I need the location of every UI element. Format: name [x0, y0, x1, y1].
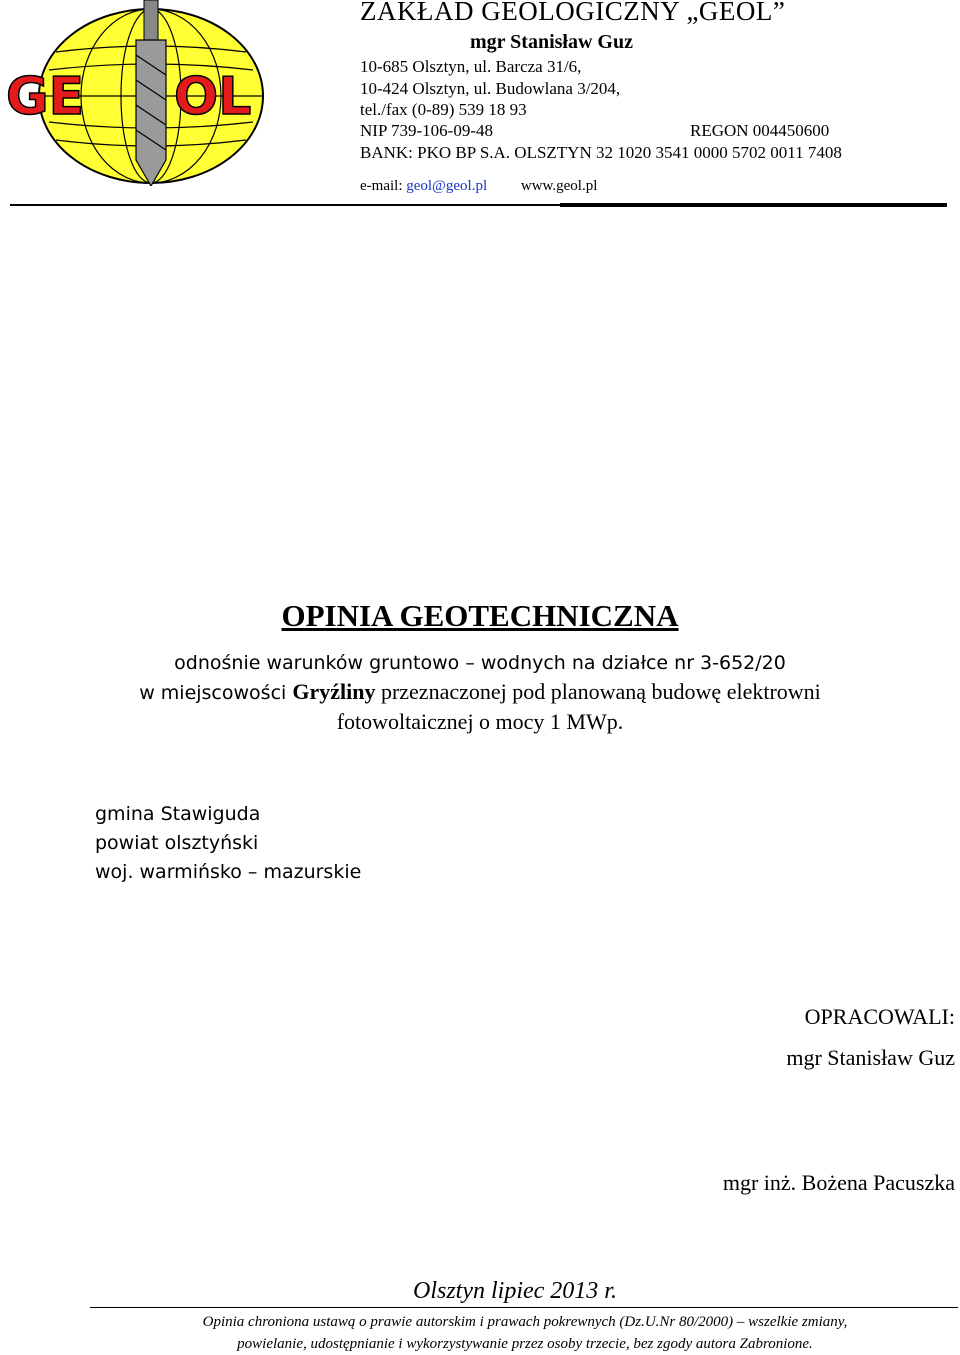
- website-link[interactable]: www.geol.pl: [520, 178, 598, 194]
- phone-line: tel./fax (0-89) 539 18 93: [360, 100, 527, 119]
- company-owner: mgr Stanisław Guz: [470, 31, 633, 53]
- logo-letters-ol: OL: [174, 67, 252, 127]
- subject-line-1: [0, 649, 960, 675]
- company-logo: [4, 0, 298, 186]
- subject-line-1-text: odnośnie warunków gruntowo – wodnych na działce nr 3-652/20: [174, 652, 786, 674]
- regon-line: REGON 004450600: [690, 121, 830, 140]
- address-line-2: 10-424 Olsztyn, ul. Budowlana 3/204,: [360, 79, 621, 98]
- location-powiat: powiat olsztyński: [95, 832, 259, 854]
- copyright-notice-line-2: powielanie, udostępnianie i wykorzystywanie przez osoby trzecie, bez zgody autora Zabronione.: [237, 1336, 813, 1352]
- subject-line-3: fotowoltaicznej o mocy 1 MWp.: [336, 709, 624, 734]
- author-2: mgr inż. Bożena Pacuszka: [722, 1170, 955, 1195]
- authors-label: OPRACOWALI:: [804, 1004, 955, 1029]
- location-gmina: gmina Stawiguda: [95, 803, 261, 825]
- author-1: mgr Stanisław Guz: [786, 1045, 955, 1070]
- place-date: Olsztyn lipiec 2013 r.: [413, 1278, 617, 1304]
- contact-line: [360, 178, 597, 195]
- subject-line-2: [0, 679, 960, 705]
- email-link[interactable]: geol@geol.pl: [406, 178, 488, 194]
- email-label: e-mail:: [360, 178, 403, 194]
- header-divider-thick: [560, 203, 947, 207]
- nip-line: NIP 739-106-09-48: [360, 121, 493, 140]
- copyright-notice-line-1: Opinia chroniona ustawą o prawie autorskim i prawach pokrewnych (Dz.U.Nr 80/2000) – wszelkie zmiany,: [202, 1314, 848, 1330]
- location-wojewodztwo: woj. warmińsko – mazurskie: [95, 861, 362, 883]
- address-line-1: 10-685 Olsztyn, ul. Barcza 31/6,: [360, 57, 582, 76]
- company-name: ZAKŁAD GEOLOGICZNY „GEOL”: [360, 0, 786, 26]
- subject-line-2-suffix: przeznaczonej pod planowaną budowę elektrowni: [375, 679, 821, 704]
- subject-place-name: Gryźliny: [292, 679, 376, 704]
- geol-logo-graphic: [4, 0, 298, 186]
- document-title: OPINIA GEOTECHNICZNA: [281, 598, 679, 633]
- bank-line: BANK: PKO BP S.A. OLSZTYN 32 1020 3541 0000 5702 0011 7408: [360, 143, 842, 162]
- subject-line-2-prefix: w miejscowości: [139, 682, 293, 704]
- logo-letters-ge: GE: [6, 67, 85, 127]
- footer-divider: [90, 1307, 958, 1308]
